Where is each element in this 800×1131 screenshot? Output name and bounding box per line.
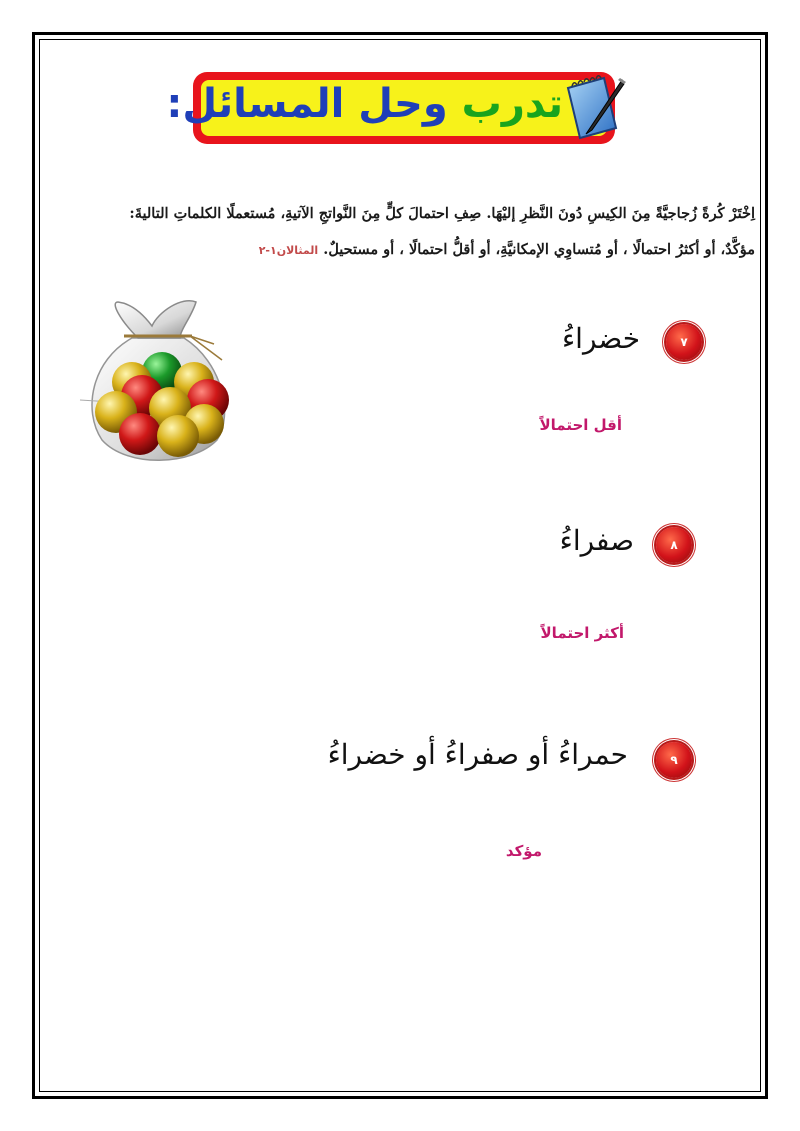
title-word-solve: وحل المسائل:	[166, 81, 448, 127]
instructions-line-1: اِخْتَرْ كُرةً زُجاجيَّةً مِنَ الكِيسِ دُونَ النَّظرِ إليْهَا. صِفِ احتمالَ كلٍّ مِنَ النَّواتجِ الآتيةِ، مُستعملًا الكلماتِ التاليةَ:	[129, 205, 755, 222]
question-text: صفراءُ	[559, 524, 634, 557]
answer-text: أقل احتمالاً	[539, 416, 622, 434]
question-text: خضراءُ	[562, 322, 640, 355]
notepad-pen-icon	[560, 70, 630, 142]
title-banner	[166, 72, 615, 144]
instructions-line-2-text: مؤكَّدٌ، أو أكثرُ احتمالًا ، أو مُتساوِي الإمكانيَّةِ، أو أقلُّ احتمالًا ، أو مستحيلٌ.	[323, 241, 755, 258]
question-number: ٨	[670, 538, 678, 552]
question-text: حمراءُ أو صفراءُ أو خضراءُ	[327, 738, 628, 771]
question-number-badge	[656, 742, 692, 778]
example-reference: المثالان١-٢	[258, 244, 319, 257]
marble-bag-image	[72, 290, 237, 470]
answer-text: أكثر احتمالاً	[540, 624, 624, 642]
question-number: ٩	[670, 753, 678, 767]
question-number-badge	[656, 527, 692, 563]
question-number: ٧	[680, 335, 688, 349]
answer-text: مؤكد	[505, 842, 542, 860]
instructions	[50, 196, 755, 269]
question-number-badge	[666, 324, 702, 360]
title-word-practice: تدرب	[461, 81, 563, 127]
instructions-line-2	[50, 232, 755, 269]
page-title	[166, 76, 563, 132]
